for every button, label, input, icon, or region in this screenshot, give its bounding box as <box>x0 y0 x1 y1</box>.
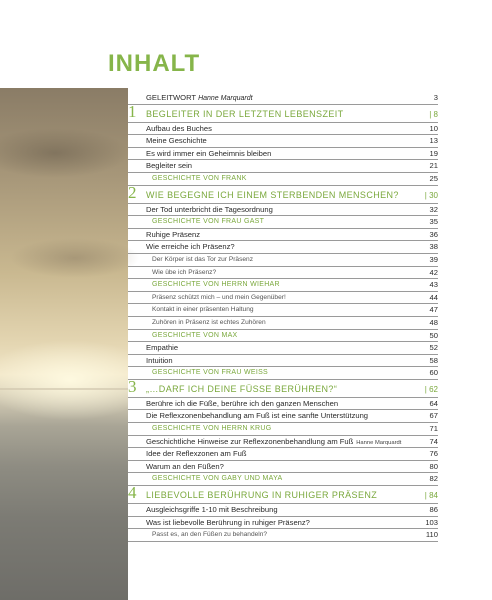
toc-entry-text: Geschichtliche Hinweise zur Reflexzonenbehandlung am Fuß <box>146 436 354 446</box>
toc-entry-title <box>146 410 368 422</box>
sunset-sea-photo <box>0 88 128 600</box>
toc-entry-text: Ausgleichsgriffe 1-10 mit Beschreibung <box>146 505 278 515</box>
toc-entry-row[interactable] <box>128 517 438 530</box>
toc-page-number: 10 <box>429 123 438 133</box>
toc-page-number: 32 <box>429 204 438 214</box>
toc-entry-author-note: Hanne Marquardt <box>356 439 402 446</box>
toc-page-number: 76 <box>429 449 438 459</box>
toc-entry-row[interactable] <box>128 292 438 305</box>
toc-page-number: 25 <box>429 173 438 183</box>
toc-entry-title <box>146 229 200 241</box>
chapter-number: 3 <box>128 376 137 396</box>
toc-entry-row[interactable] <box>128 135 438 148</box>
toc-entry-row[interactable] <box>128 216 438 229</box>
toc-entry-title <box>146 204 273 216</box>
story-title <box>152 216 264 228</box>
toc-page-number: 80 <box>429 461 438 471</box>
toc-entry-title <box>146 355 173 367</box>
toc-page-number: 38 <box>429 242 438 252</box>
toc-entry-row[interactable] <box>128 410 438 423</box>
chapter-number: 1 <box>128 101 137 121</box>
toc-entry-text: GESCHICHTE VON FRANK <box>152 174 247 182</box>
story-title <box>152 367 268 379</box>
toc-chapter-row[interactable] <box>128 101 438 123</box>
toc-entry-text: Ruhige Präsenz <box>146 229 201 239</box>
toc-page-number: 3 <box>433 93 438 102</box>
toc-entry-title <box>146 398 338 410</box>
toc-entry-text: Präsenz schützt mich – und mein Gegenüber! <box>152 293 286 301</box>
toc-entry-title <box>152 317 266 329</box>
toc-entry-row[interactable] <box>128 204 438 217</box>
toc-entry-title: GELEITWORT Hanne Marquardt <box>146 93 253 102</box>
table-of-contents <box>128 92 438 542</box>
toc-entry-text: Der Tod unterbricht die Tagesordnung <box>146 204 273 214</box>
chapter-page: | 30 <box>424 190 438 200</box>
photo-cloud <box>0 128 130 178</box>
toc-entry-row[interactable] <box>128 330 438 343</box>
toc-entry-row[interactable] <box>128 304 438 317</box>
toc-entry-row[interactable] <box>128 160 438 173</box>
toc-entry-text: Berühre ich die Füße, berühre ich den ganzen Menschen <box>146 398 339 408</box>
toc-entry-title <box>152 267 216 279</box>
chapter-title: WIE BEGEGNE ICH EINEM STERBENDEN MENSCHEN? <box>146 189 399 200</box>
toc-entry-text: Idee der Reflexzonen am Fuß <box>146 449 247 459</box>
toc-entry-row[interactable] <box>128 504 438 517</box>
chapter-page: | 84 <box>424 491 438 501</box>
toc-page-number: 21 <box>429 161 438 171</box>
chapter-title: „…DARF ICH DEINE FÜSSE BERÜHREN?“ <box>146 383 338 394</box>
chapter-title: LIEBEVOLLE BERÜHRUNG IN RUHIGER PRÄSENZ <box>146 490 378 501</box>
story-title <box>152 330 238 342</box>
chapter-number: 4 <box>128 483 137 503</box>
toc-page-number: 43 <box>429 280 438 290</box>
toc-page-number: 86 <box>429 505 438 515</box>
toc-page-number: 103 <box>425 517 438 527</box>
story-title <box>152 279 280 291</box>
toc-entry-row[interactable] <box>128 279 438 292</box>
toc-entry-row[interactable] <box>128 529 438 542</box>
page-title: INHALT <box>108 50 201 77</box>
toc-entry-title <box>146 241 235 253</box>
toc-entry-text: GESCHICHTE VON FRAU WEISS <box>152 369 269 377</box>
toc-entry-row[interactable] <box>128 436 438 449</box>
toc-entry-text: Der Körper ist das Tor zur Präsenz <box>152 255 254 263</box>
toc-page-number: 19 <box>429 148 438 158</box>
toc-entry-text: Empathie <box>146 343 179 353</box>
toc-entry-title <box>146 436 401 450</box>
toc-entry-text: Aufbau des Buches <box>146 123 212 133</box>
toc-entry-row[interactable] <box>128 123 438 136</box>
toc-entry-text: Wie erreiche ich Präsenz? <box>146 242 235 252</box>
toc-entry-row[interactable] <box>128 461 438 474</box>
toc-entry-text: GESCHICHTE VON FRAU GAST <box>152 218 265 226</box>
toc-entry-row[interactable] <box>128 355 438 368</box>
toc-page-number: 67 <box>429 411 438 421</box>
toc-page-number: 36 <box>429 229 438 239</box>
toc-entry-title <box>146 148 271 160</box>
story-title <box>152 473 283 485</box>
chapter-page: | 62 <box>424 384 438 394</box>
toc-entry-text: Passt es, an den Füßen zu behandeln? <box>152 531 268 539</box>
toc-page-number: 71 <box>429 424 438 434</box>
toc-entry-title <box>146 342 178 354</box>
toc-page-number: 60 <box>429 368 438 378</box>
photo-horizon <box>0 388 128 390</box>
toc-entry-text: Wie übe ich Präsenz? <box>152 268 217 276</box>
toc-entry-text: GESCHICHTE VON HERRN WIEHAR <box>152 281 280 289</box>
toc-entry-row[interactable] <box>128 229 438 242</box>
toc-entry-title <box>146 448 246 460</box>
toc-page-number: 48 <box>429 317 438 327</box>
toc-page-number: 35 <box>429 217 438 227</box>
story-title <box>152 173 247 185</box>
toc-entry-text: Begleiter sein <box>146 161 193 171</box>
toc-entry-text: Intuition <box>146 355 173 365</box>
chapter-title: BEGLEITER IN DER LETZTEN LEBENSZEIT <box>146 108 344 119</box>
toc-entry-row[interactable] <box>128 423 438 436</box>
toc-entry-row[interactable] <box>128 241 438 254</box>
toc-entry-row[interactable] <box>128 448 438 461</box>
toc-page-number: 50 <box>429 330 438 340</box>
toc-frontmatter-row[interactable] <box>128 92 438 105</box>
toc-page-number: 39 <box>429 254 438 264</box>
toc-entry-title <box>146 135 207 147</box>
toc-entry-row[interactable] <box>128 342 438 355</box>
toc-entry-row[interactable] <box>128 317 438 330</box>
toc-page-number: 44 <box>429 292 438 302</box>
toc-entry-text: Meine Geschichte <box>146 136 207 146</box>
toc-entry-text: Es wird immer ein Geheimnis bleiben <box>146 148 272 158</box>
toc-entry-text: Warum an den Füßen? <box>146 461 224 471</box>
toc-entry-row[interactable] <box>128 398 438 411</box>
toc-page-number: 58 <box>429 355 438 365</box>
photo-cloud <box>10 238 140 278</box>
toc-entry-row[interactable] <box>128 148 438 161</box>
toc-entry-title <box>152 529 267 541</box>
toc-page-number: 13 <box>429 136 438 146</box>
toc-page-number: 82 <box>429 474 438 484</box>
toc-entry-text: GESCHICHTE VON HERRN KRUG <box>152 425 272 433</box>
toc-entry-text: Zuhören in Präsenz ist echtes Zuhören <box>152 318 266 326</box>
toc-page-number: 52 <box>429 343 438 353</box>
toc-chapter-row[interactable] <box>128 182 438 204</box>
toc-entry-text: Was ist liebevolle Berührung in ruhiger Präsenz? <box>146 517 310 527</box>
toc-entry-title <box>152 292 286 304</box>
chapter-page: | 8 <box>429 109 438 119</box>
toc-chapter-row[interactable] <box>128 483 438 504</box>
toc-page-number: 110 <box>425 530 438 540</box>
toc-entry-text: GESCHICHTE VON GABY UND MAYA <box>152 475 283 483</box>
toc-entry-title <box>152 254 253 266</box>
toc-page-number: 74 <box>429 436 438 446</box>
story-title <box>152 423 272 435</box>
toc-page-number: 42 <box>429 267 438 277</box>
toc-entry-title <box>146 160 192 172</box>
toc-entry-row[interactable] <box>128 267 438 280</box>
toc-entry-row[interactable] <box>128 473 438 486</box>
toc-entry-text: GESCHICHTE VON MAX <box>152 331 238 339</box>
toc-entry-row[interactable] <box>128 173 438 186</box>
toc-entry-title <box>146 123 212 135</box>
toc-chapter-row[interactable] <box>128 376 438 398</box>
toc-entry-row[interactable] <box>128 254 438 267</box>
toc-entry-text: Kontakt in einer präsenten Haltung <box>152 306 254 314</box>
toc-page-number: 47 <box>429 305 438 315</box>
toc-entry-text: Die Reflexzonenbehandlung am Fuß ist eine sanfte Unterstützung <box>146 411 369 421</box>
toc-entry-title <box>146 504 278 516</box>
toc-entry-row[interactable] <box>128 367 438 380</box>
toc-entry-title <box>146 461 224 473</box>
toc-page-number: 64 <box>429 398 438 408</box>
toc-entry-title <box>152 304 254 316</box>
chapter-number: 2 <box>128 182 137 202</box>
toc-entry-title <box>146 517 310 529</box>
